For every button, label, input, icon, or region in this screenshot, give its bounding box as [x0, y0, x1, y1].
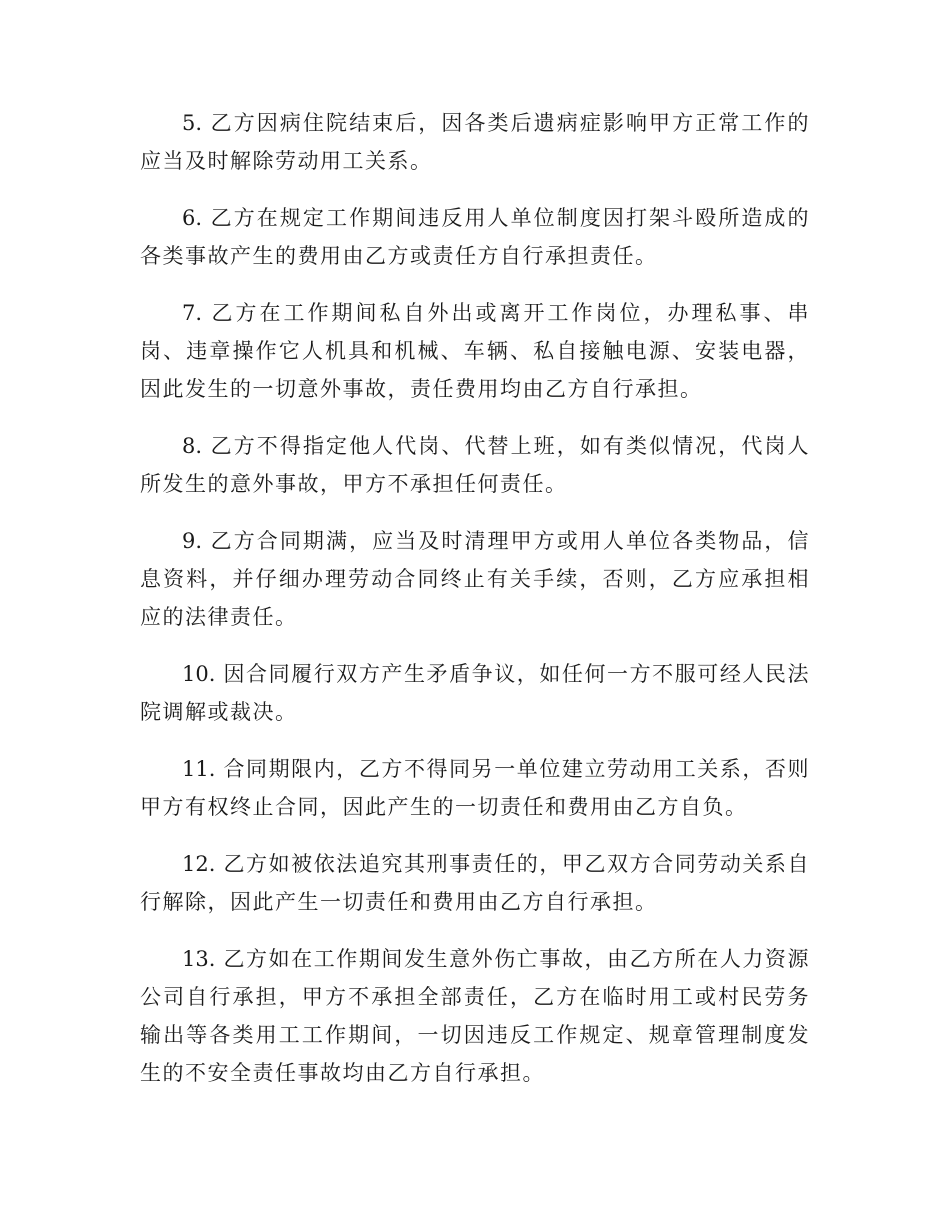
clause-8: [140, 427, 810, 503]
document-body: [140, 104, 810, 1111]
clause-text: 乙方因病住院结束后，因各类后遗病症影响甲方正常工作的应当及时解除劳动用工关系。: [140, 111, 810, 173]
clause-text: 乙方如被依法追究其刑事责任的，甲乙双方合同劳动关系自行解除，因此产生一切责任和费用由乙方自行承担。: [140, 852, 810, 914]
clause-12: [140, 845, 810, 921]
clause-11: [140, 750, 810, 826]
clause-text: 因合同履行双方产生矛盾争议，如任何一方不服可经人民法院调解或裁决。: [140, 662, 810, 724]
clause-5: [140, 104, 810, 180]
clause-number: 13.: [182, 947, 216, 971]
clause-number: 7.: [182, 301, 203, 325]
clause-number: 9.: [182, 529, 203, 553]
clause-13: [140, 940, 810, 1092]
clause-text: 乙方在工作期间私自外出或离开工作岗位，办理私事、串岗、违章操作它人机具和机械、车辆、私自接触电源、安装电器，因此发生的一切意外事故，责任费用均由乙方自行承担。: [140, 301, 810, 401]
clause-text: 乙方合同期满，应当及时清理甲方或用人单位各类物品，信息资料，并仔细办理劳动合同终止有关手续，否则，乙方应承担相应的法律责任。: [140, 529, 810, 629]
clause-number: 5.: [182, 111, 203, 135]
clause-10: [140, 655, 810, 731]
clause-number: 6.: [182, 206, 203, 230]
clause-number: 8.: [182, 434, 203, 458]
clause-7: [140, 294, 810, 408]
clause-6: [140, 199, 810, 275]
clause-text: 合同期限内，乙方不得同另一单位建立劳动用工关系，否则甲方有权终止合同，因此产生的一切责任和费用由乙方自负。: [140, 757, 810, 819]
clause-number: 11.: [182, 757, 216, 781]
clause-text: 乙方不得指定他人代岗、代替上班，如有类似情况，代岗人所发生的意外事故，甲方不承担任何责任。: [140, 434, 810, 496]
clause-text: 乙方在规定工作期间违反用人单位制度因打架斗殴所造成的各类事故产生的费用由乙方或责任方自行承担责任。: [140, 206, 810, 268]
clause-text: 乙方如在工作期间发生意外伤亡事故，由乙方所在人力资源公司自行承担，甲方不承担全部责任，乙方在临时用工或村民劳务输出等各类用工工作期间，一切因违反工作规定、规章管理制度发生的不安全责任事故均由乙方自行承担。: [140, 947, 810, 1085]
clause-number: 12.: [182, 852, 216, 876]
clause-number: 10.: [182, 662, 216, 686]
clause-9: [140, 522, 810, 636]
